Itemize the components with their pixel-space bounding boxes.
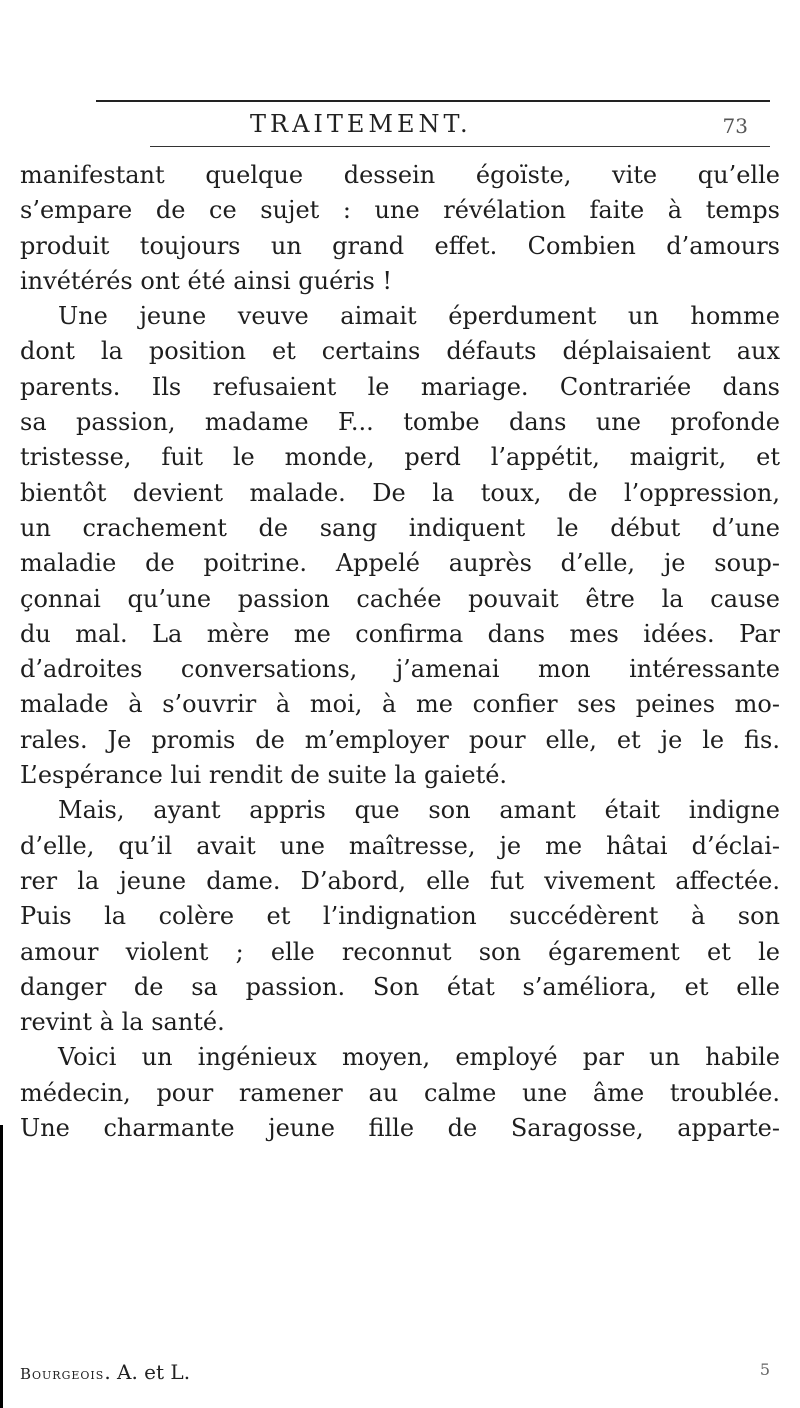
text-line: tristesse, fuit le monde, perd l’appétit, maigrit, et xyxy=(20,443,780,472)
text-line: manifestant quelque dessein égoïste, vite qu’elle xyxy=(20,161,780,189)
text-line: Une jeune veuve aimait éperdument un homme xyxy=(58,302,780,331)
text-line: danger de sa passion. Son état s’améliora, et elle xyxy=(20,972,780,1001)
text-line: dont la position et certains défauts déplaisaient aux xyxy=(20,337,780,366)
text-line: Une charmante jeune fille de Saragosse, apparte- xyxy=(20,1114,780,1143)
text-line: malade à s’ouvrir à moi, à me confier ses peines mo- xyxy=(20,690,780,719)
text-line: Voici un ingénieux moyen, employé par un habile xyxy=(58,1043,780,1072)
text-line: d’elle, qu’il avait une maîtresse, je me hâtai d’éclai- xyxy=(20,831,780,860)
text-line: sa passion, madame F... tombe dans une profonde xyxy=(20,408,780,437)
text-line: rer la jeune dame. D’abord, elle fut vivement affectée. xyxy=(20,866,780,895)
text-line: rales. Je promis de m’employer pour elle, et je le fis. xyxy=(20,725,780,754)
text-line: d’adroites conversations, j’amenai mon intéressante xyxy=(20,655,780,684)
text-line: Mais, ayant appris que son amant était indigne xyxy=(58,796,780,825)
page-edge-shadow xyxy=(0,1125,3,1408)
running-title: TRAITEMENT. xyxy=(250,110,472,138)
signature-footer xyxy=(20,1360,780,1390)
signature-rest: . A. et L. xyxy=(104,1360,191,1384)
signature-number: 5 xyxy=(759,1360,770,1379)
text-line: parents. Ils refusaient le mariage. Contrariée dans xyxy=(20,372,780,401)
text-line: maladie de poitrine. Appelé auprès d’elle, je soup- xyxy=(20,549,780,578)
text-line: amour violent ; elle reconnut son égarement et le xyxy=(20,937,780,966)
text-line: çonnai qu’une passion cachée pouvait être la cause xyxy=(20,584,780,613)
text-line: L’espérance lui rendit de suite la gaieté. xyxy=(20,761,508,790)
text-line: Puis la colère et l’indignation succédèrent à son xyxy=(20,902,780,931)
text-line: produit toujours un grand effet. Combien d’amours xyxy=(20,231,780,260)
body-text xyxy=(20,158,780,1146)
text-line: médecin, pour ramener au calme une âme troublée. xyxy=(20,1078,780,1107)
text-line: un crachement de sang indiquent le début d’une xyxy=(20,513,780,542)
top-rule xyxy=(96,100,770,102)
running-header xyxy=(96,104,770,144)
text-line: invétérés ont été ainsi guéris ! xyxy=(20,266,393,295)
printer-signature xyxy=(20,1360,190,1384)
text-line: du mal. La mère me confirma dans mes idées. Par xyxy=(20,619,780,648)
page-number: 73 xyxy=(722,114,748,138)
header-rule xyxy=(150,146,770,147)
signature-caps: Bourgeois xyxy=(20,1365,105,1383)
text-line: s’empare de ce sujet : une révélation faite à temps xyxy=(20,196,780,225)
text-line: bientôt devient malade. De la toux, de l’oppression, xyxy=(20,478,780,507)
text-line: revint à la santé. xyxy=(20,1008,225,1037)
